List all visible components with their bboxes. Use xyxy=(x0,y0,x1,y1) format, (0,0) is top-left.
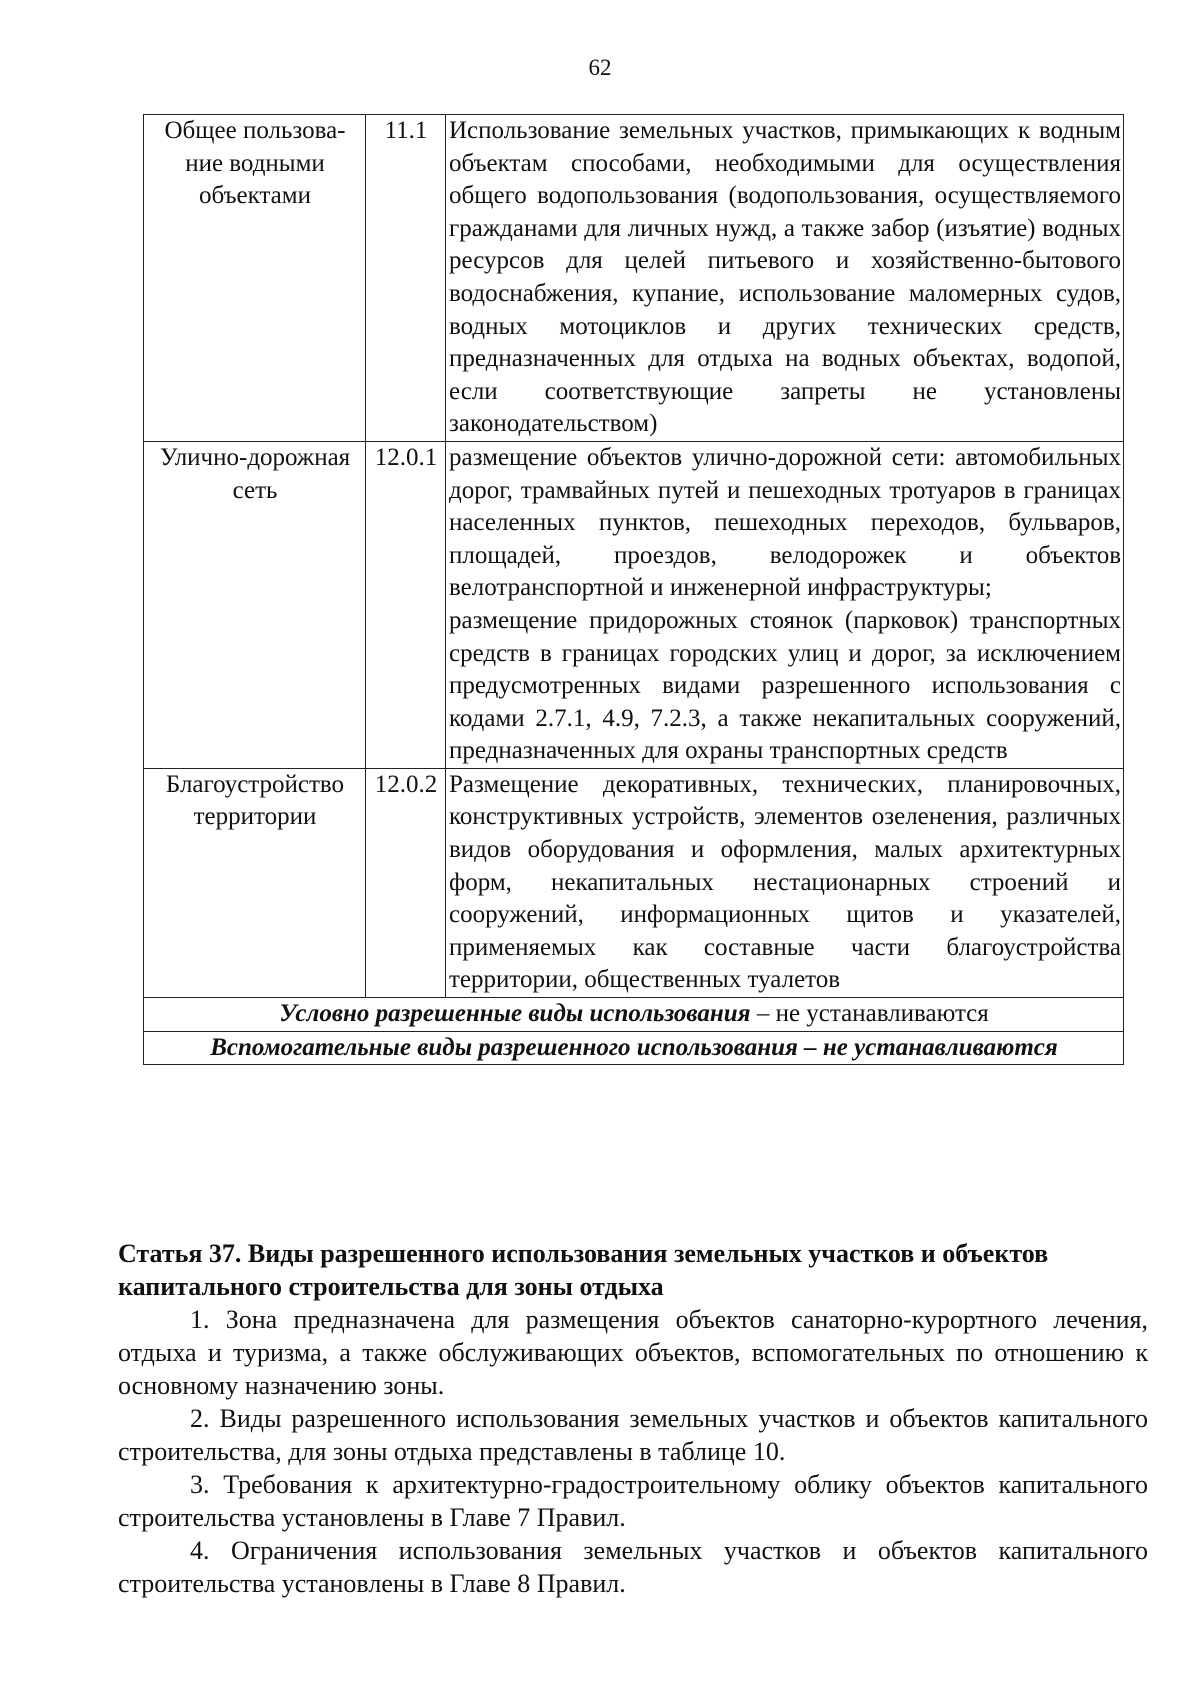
article-item: 2. Виды разрешенного использования земельных участков и объектов капитального строительства, для зоны отдыха представлены в таблице 10. xyxy=(118,1404,1148,1466)
use-code: 12.0.2 xyxy=(366,768,446,997)
article-item: 3. Требования к архитектурно-градостроительному облику объектов капитального строительства установлены в Главе 7 Правил. xyxy=(118,1470,1148,1532)
use-name: Благоустройство территории xyxy=(144,768,366,997)
auxiliary-uses-cell xyxy=(144,1031,1124,1065)
use-code: 12.0.1 xyxy=(366,441,446,768)
article-item: 4. Ограничения использования земельных участков и объектов капитального строительства установлены в Главе 8 Правил. xyxy=(118,1536,1148,1598)
conditional-uses-value: – не устанавливаются xyxy=(750,1000,989,1028)
use-description xyxy=(446,115,1124,442)
table-row xyxy=(144,115,1124,442)
conditional-uses-label: Условно разрешенные виды использования xyxy=(279,1000,751,1028)
use-description xyxy=(446,768,1124,997)
conditional-uses-row xyxy=(144,998,1124,1032)
description-paragraph: размещение придорожных стоянок (парковок) транспортных средств в границах городских улиц и дорог, за исключением предусмотренных видами разрешенного использования с кодами 2.7.1, 4.9, 7.2.3, а также некапитальных сооружений, предназначенных для охраны транспортных средств xyxy=(449,606,1121,765)
article-section xyxy=(118,1237,1148,1600)
description-paragraph: Использование земельных участков, примыкающих к водным объектам способами, необходимыми для осуществления общего водопользования (водопользования, осуществляемого гражданами для личных нужд, а также забор (изъятие) водных ресурсов для целей питьевого и хозяйственно-бытового водоснабжения, купание, использование маломерных судов, водных мотоциклов и других технических средств, предназначенных для отдыха на водных объектах, водопой, если соответствующие запреты не установлены законодательством) xyxy=(449,117,1121,438)
table-row xyxy=(144,441,1124,768)
use-name: Общее пользова-ние водными объектами xyxy=(144,115,366,442)
use-name: Улично-дорожная сеть xyxy=(144,441,366,768)
table-row xyxy=(144,768,1124,997)
page-number: 62 xyxy=(588,55,612,80)
auxiliary-uses-text: Вспомогательные виды разрешенного использования – не устанавливаются xyxy=(210,1033,1058,1061)
article-heading: Статья 37. Виды разрешенного использования земельных участков и объектов капитального строительства для зоны отдыха xyxy=(118,1239,1049,1301)
use-code: 11.1 xyxy=(366,115,446,442)
conditional-uses-cell xyxy=(144,998,1124,1032)
auxiliary-uses-row xyxy=(144,1031,1124,1065)
permitted-uses-table xyxy=(143,114,1124,1065)
description-paragraph: Размещение декоративных, технических, планировочных, конструктивных устройств, элементов озеленения, различных видов оборудования и оформления, малых архитектурных форм, некапитальных нестационарных строений и сооружений, информационных щитов и указателей, применяемых как составные части благоустройства территории, общественных туалетов xyxy=(449,770,1121,994)
use-description xyxy=(446,441,1124,768)
description-paragraph: размещение объектов улично-дорожной сети: автомобильных дорог, трамвайных путей и пешеходных тротуаров в границах населенных пунктов, пешеходных переходов, бульваров, площадей, проездов, велодорожек и объектов велотранспортной и инженерной инфраструктуры; xyxy=(449,443,1121,602)
article-item: 1. Зона предназначена для размещения объектов санаторно-курортного лечения, отдыха и туризма, а также обслуживающих объектов, вспомогательных по отношению к основному назначению зоны. xyxy=(118,1305,1148,1400)
